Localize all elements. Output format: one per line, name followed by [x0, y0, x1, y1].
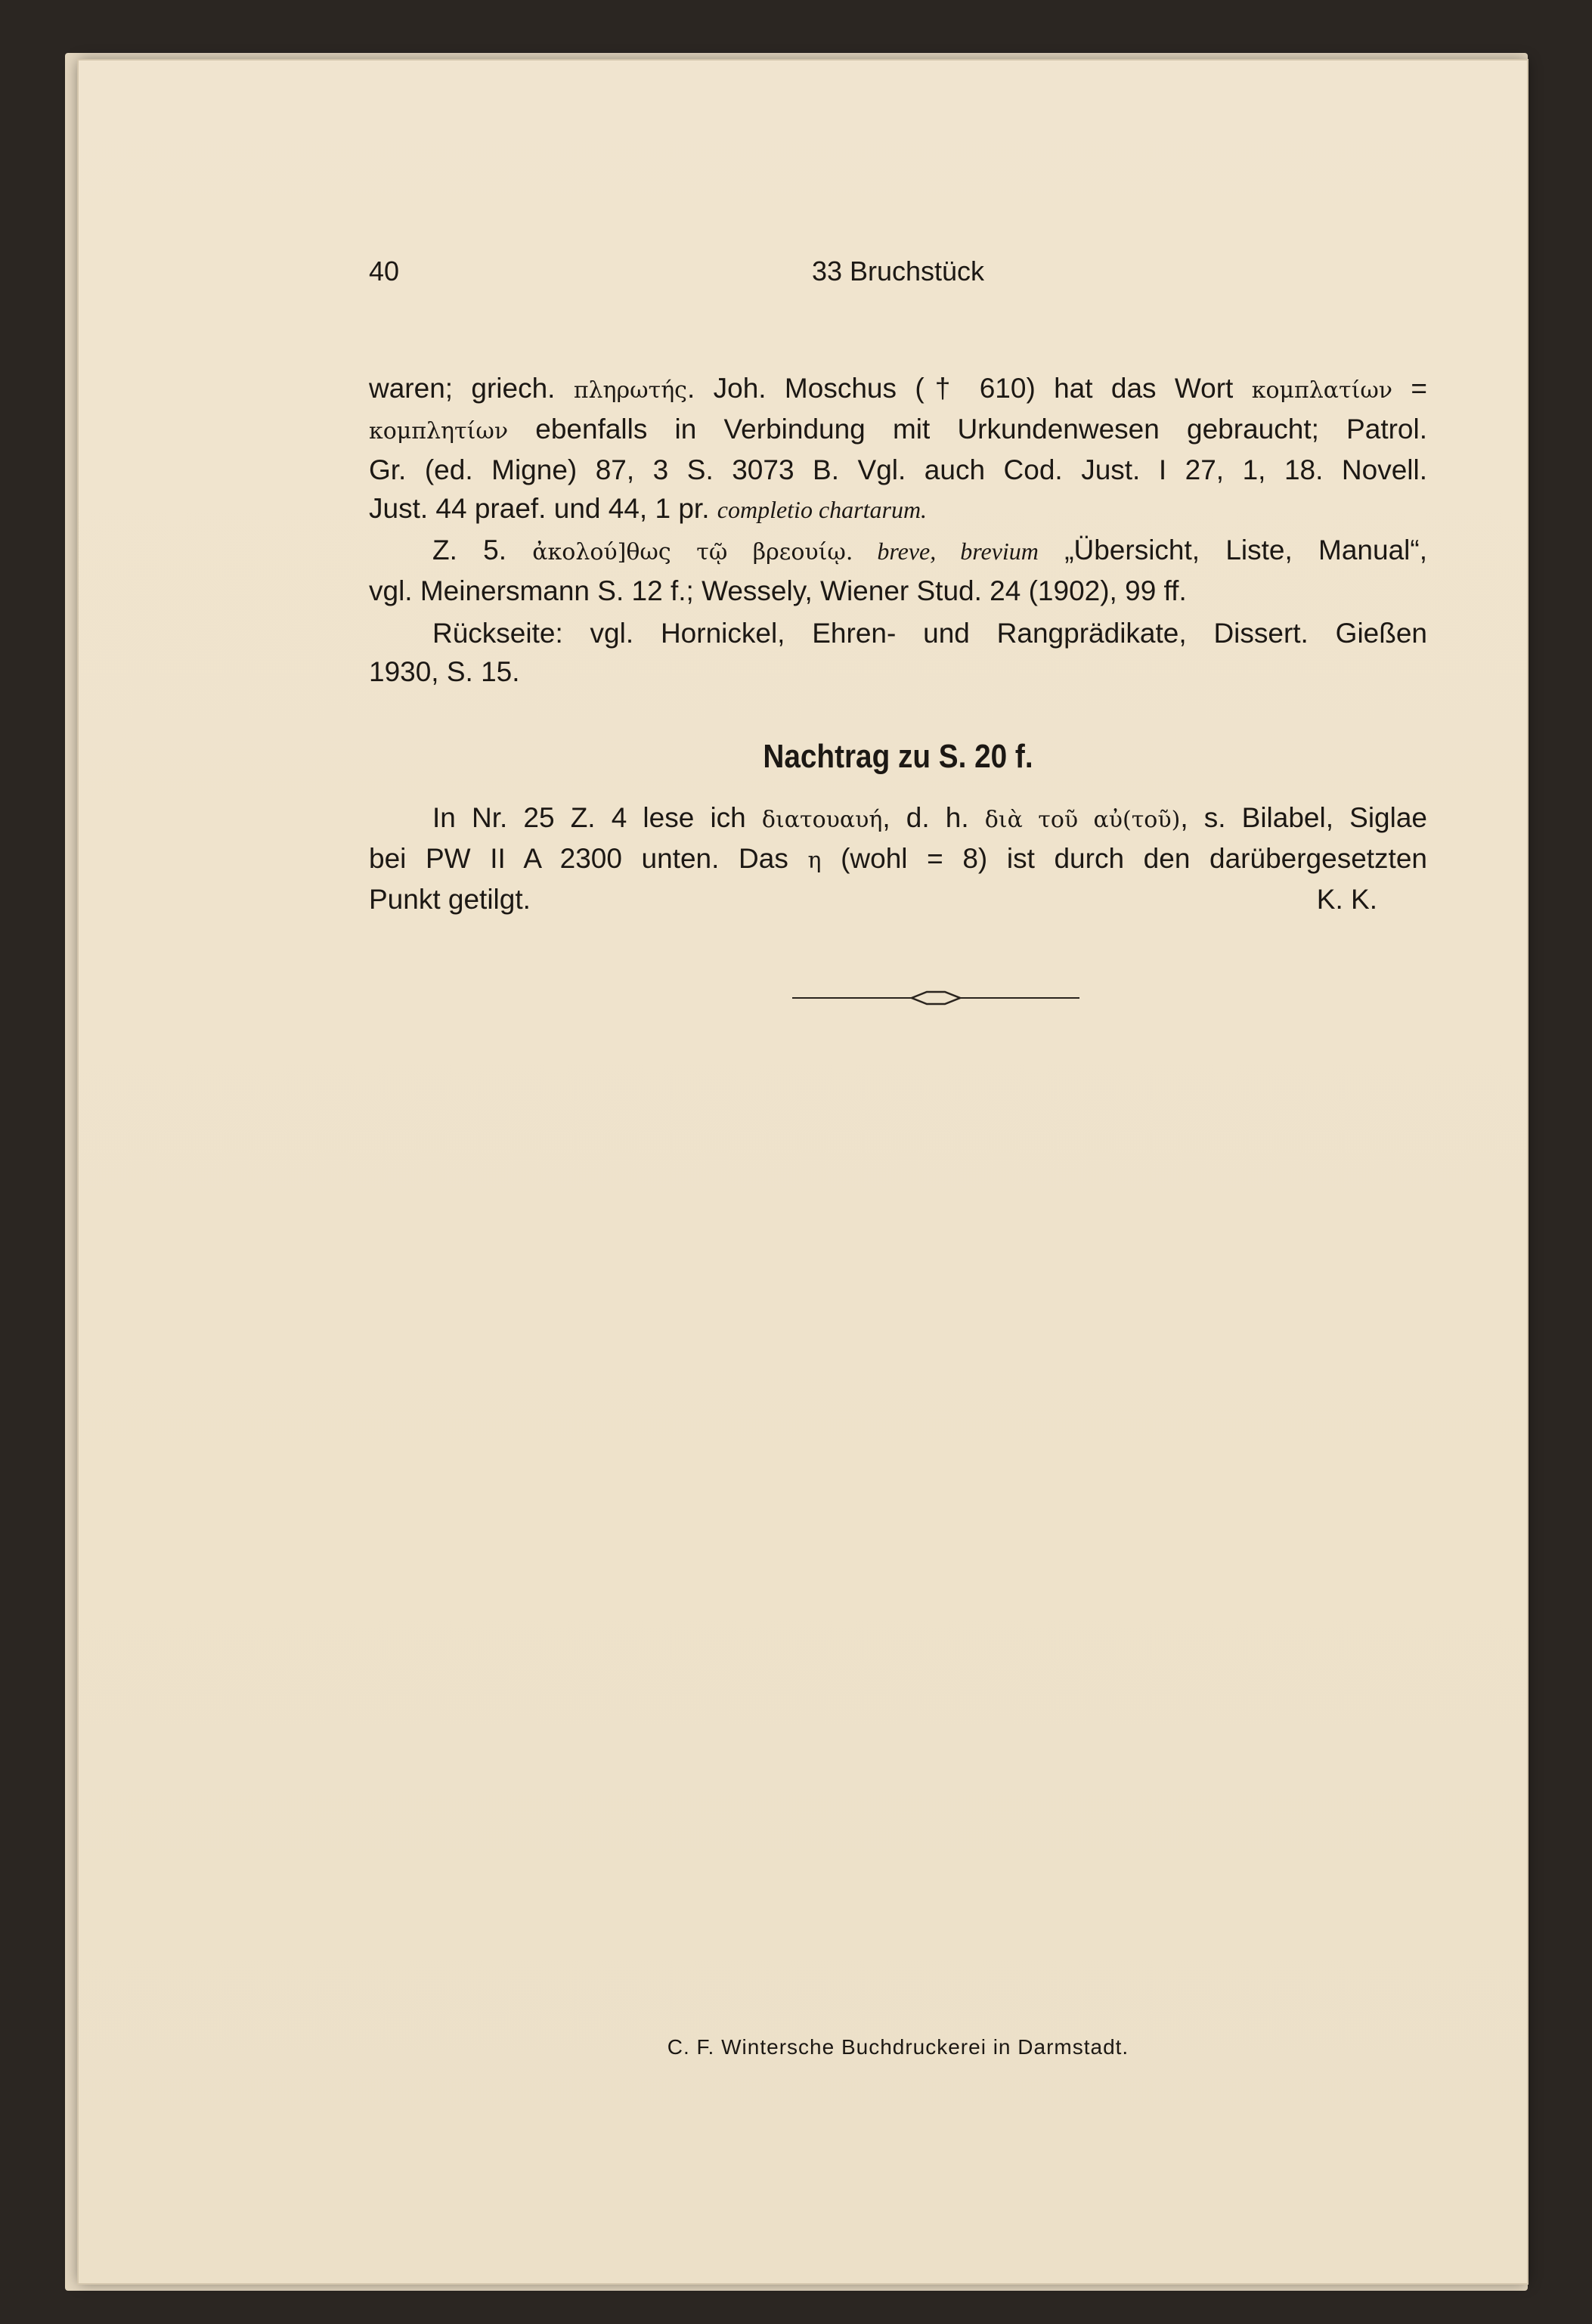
text-run: bei PW II A 2300 unten. Das — [369, 843, 808, 874]
greek-term: διὰ τοῦ αὐ(τοῦ) — [984, 807, 1181, 833]
nachtrag-line-2 — [369, 839, 1427, 880]
text-run: , d. h. — [882, 802, 985, 833]
paragraph-3 — [369, 614, 1427, 691]
text-run: „Übersicht, Liste, Manual“, — [1038, 535, 1427, 566]
paragraph-1 — [369, 369, 1427, 529]
paragraph-1-line-3: Gr. (ed. Migne) 87, 3 S. 3073 B. Vgl. auch Cod. Just. I 27, 1, 18. Novell. — [369, 454, 1427, 485]
paragraph-1-line-2 — [369, 410, 1427, 451]
document-page — [79, 60, 1527, 2283]
text-run: waren; griech. — [369, 373, 574, 404]
greek-term: πληρωτής — [573, 377, 687, 404]
section-heading: Nachtrag zu S. 20 f. — [763, 738, 1033, 775]
text-run: Just. 44 praef. und 44, 1 pr. — [369, 493, 717, 524]
text-run: = — [1392, 373, 1428, 404]
text-run: Punkt getilgt. — [369, 884, 531, 915]
greek-term: κομπλατίων — [1251, 377, 1393, 404]
text-run: In Nr. 25 Z. 4 lese ich — [432, 802, 762, 833]
nachtrag-paragraph — [369, 798, 1427, 919]
printer-imprint: C. F. Wintersche Buchdruckerei in Darmstadt. — [667, 2035, 1129, 2059]
paragraph-3-line-1: Rückseite: vgl. Hornickel, Ehren- und Rangprädikate, Dissert. Gießen — [432, 618, 1427, 649]
running-title: 33 Bruchstück — [811, 256, 985, 287]
nachtrag-line-1 — [369, 798, 1427, 839]
page-header — [369, 256, 1427, 301]
divider-diamond — [912, 992, 960, 1004]
page-number: 40 — [369, 256, 400, 287]
paragraph-2 — [369, 531, 1427, 610]
ornamental-divider — [792, 989, 1079, 1007]
paragraph-2-line-2: vgl. Meinersmann S. 12 f.; Wessely, Wiener Stud. 24 (1902), 99 ff. — [369, 575, 1187, 606]
latin-term: completio chartarum. — [717, 496, 928, 523]
greek-term: η — [807, 847, 822, 874]
paragraph-1-line-4 — [369, 489, 1427, 529]
greek-term: κομπλητίων — [369, 418, 509, 445]
text-run: . Joh. Moschus († 610) hat das Wort — [687, 373, 1252, 404]
paragraph-1-line-1 — [369, 369, 1427, 410]
paragraph-3-line-2: 1930, S. 15. — [369, 656, 520, 687]
paragraph-2-line-1 — [369, 531, 1427, 572]
latin-term: breve, brevium — [853, 538, 1039, 565]
greek-term: ἀκολού]θως τῷ βρεουίῳ. — [532, 539, 853, 566]
text-run: (wohl = 8) ist durch den darübergesetzten — [821, 843, 1427, 874]
nachtrag-line-3 — [369, 880, 1427, 919]
text-run: , s. Bilabel, Siglae — [1180, 802, 1427, 833]
author-initials: K. K. — [1316, 884, 1377, 915]
greek-term: διατουαυή — [761, 807, 883, 833]
text-run: Z. 5. — [432, 535, 533, 566]
text-run: ebenfalls in Verbindung mit Urkundenwesen gebraucht; Patrol. — [508, 414, 1427, 445]
